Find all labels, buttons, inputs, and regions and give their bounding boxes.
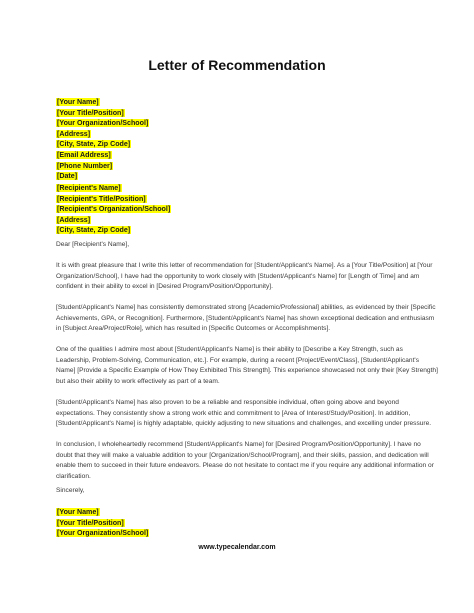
sender-name: [Your Name] [57,98,99,106]
recipient-line [56,204,438,215]
salutation: Dear [Recipient's Name], [56,241,130,248]
sender-line [56,129,438,140]
sender-line [56,150,438,161]
recipient-line [56,183,438,194]
sender-line [56,118,438,129]
signature-block [56,507,438,539]
recipient-line [56,194,438,205]
body-paragraph: It is with great pleasure that I write this letter of recommendation for [Student/Applicant's Name]. As a [Your Title/Position] at [Your Organization/School], I have had the opportunity to work closely with [Student/Applicant's Name] for [Length of Time] and am confident in their ability to excel in [Desired Program/Position/Opportunity]. [56,262,433,291]
sender-date: [Date] [57,172,78,181]
recipient-organization: [Recipient's Organization/School] [57,205,171,214]
sender-organization: [Your Organization/School] [57,119,149,128]
sender-phone: [Phone Number] [57,161,113,170]
body-paragraph: [Student/Applicant's Name] has also proven to be a reliable and responsible individual, often going above and beyond expectations. They consistently show a strong work ethic and commitment to [Area of Interest/Study/Position]. In addition, [Student/Applicant's Name] is highly adaptable, quickly adjusting to new situations and challenges, and excelling under pressure. [56,399,432,428]
sender-email: [Email Address] [57,150,111,159]
body-paragraph: In conclusion, I wholeheartedly recommend [Student/Applicant's Name] for [Desired Program/Position/Opportunity]. I have no doubt that they will make a valuable addition to your [Organization/School/Program], and their skills, passion, and dedication will enable them to succeed in their future endeavors. Please do not hesitate to contact me if you require any additional information or clarification. [56,441,434,480]
sender-line [56,108,438,119]
body-paragraph: One of the qualities I admire most about [Student/Applicant's Name] is their ability to [Describe a Key Strength, such as Leadership, Problem-Solving, Communication, etc.]. For example, during a recent [Project/Event/Class], [Student/Applicant's Name] [Provide a Specific Example of How They Exhibited This Strength]. This experience showcased not only their [Key Strength] but also their ability to work effectively as part of a team. [56,346,438,385]
page-title: Letter of Recommendation [148,57,326,73]
sender-address: [Address] [57,129,91,138]
sender-line [56,139,438,150]
footer-website: www.typecalendar.com [198,544,276,551]
sender-line [56,97,438,108]
sender-line [56,171,438,182]
closing: Sincerely, [56,487,85,494]
sender-title: [Your Title/Position] [57,108,124,117]
recipient-title: [Recipient's Title/Position] [57,194,146,203]
recipient-name: [Recipient's Name] [57,184,121,192]
signature-title: [Your Title/Position] [57,518,124,527]
signature-name: [Your Name] [57,508,99,516]
sender-city: [City, State, Zip Code] [57,140,131,149]
sender-line [56,161,438,172]
signature-line [56,528,438,539]
body-paragraph: [Student/Applicant's Name] has consistently demonstrated strong [Academic/Professional] abilities, as evidenced by their [Specific Achievements, GPA, or Recognition]. Furthermore, [Student/Applicant's Name] has shown exceptional dedication and enthusiasm in [Subject Area/Project/Role], which has resulted in [Specific Outcomes or Accomplishments]. [56,304,436,333]
recipient-block [56,183,438,236]
signature-line [56,518,438,529]
signature-organization: [Your Organization/School] [57,529,149,538]
recipient-address: [Address] [57,215,91,224]
recipient-line [56,215,438,226]
signature-line [56,507,438,518]
recipient-city: [City, State, Zip Code] [57,226,131,235]
sender-block [56,97,438,182]
recipient-line [56,225,438,236]
